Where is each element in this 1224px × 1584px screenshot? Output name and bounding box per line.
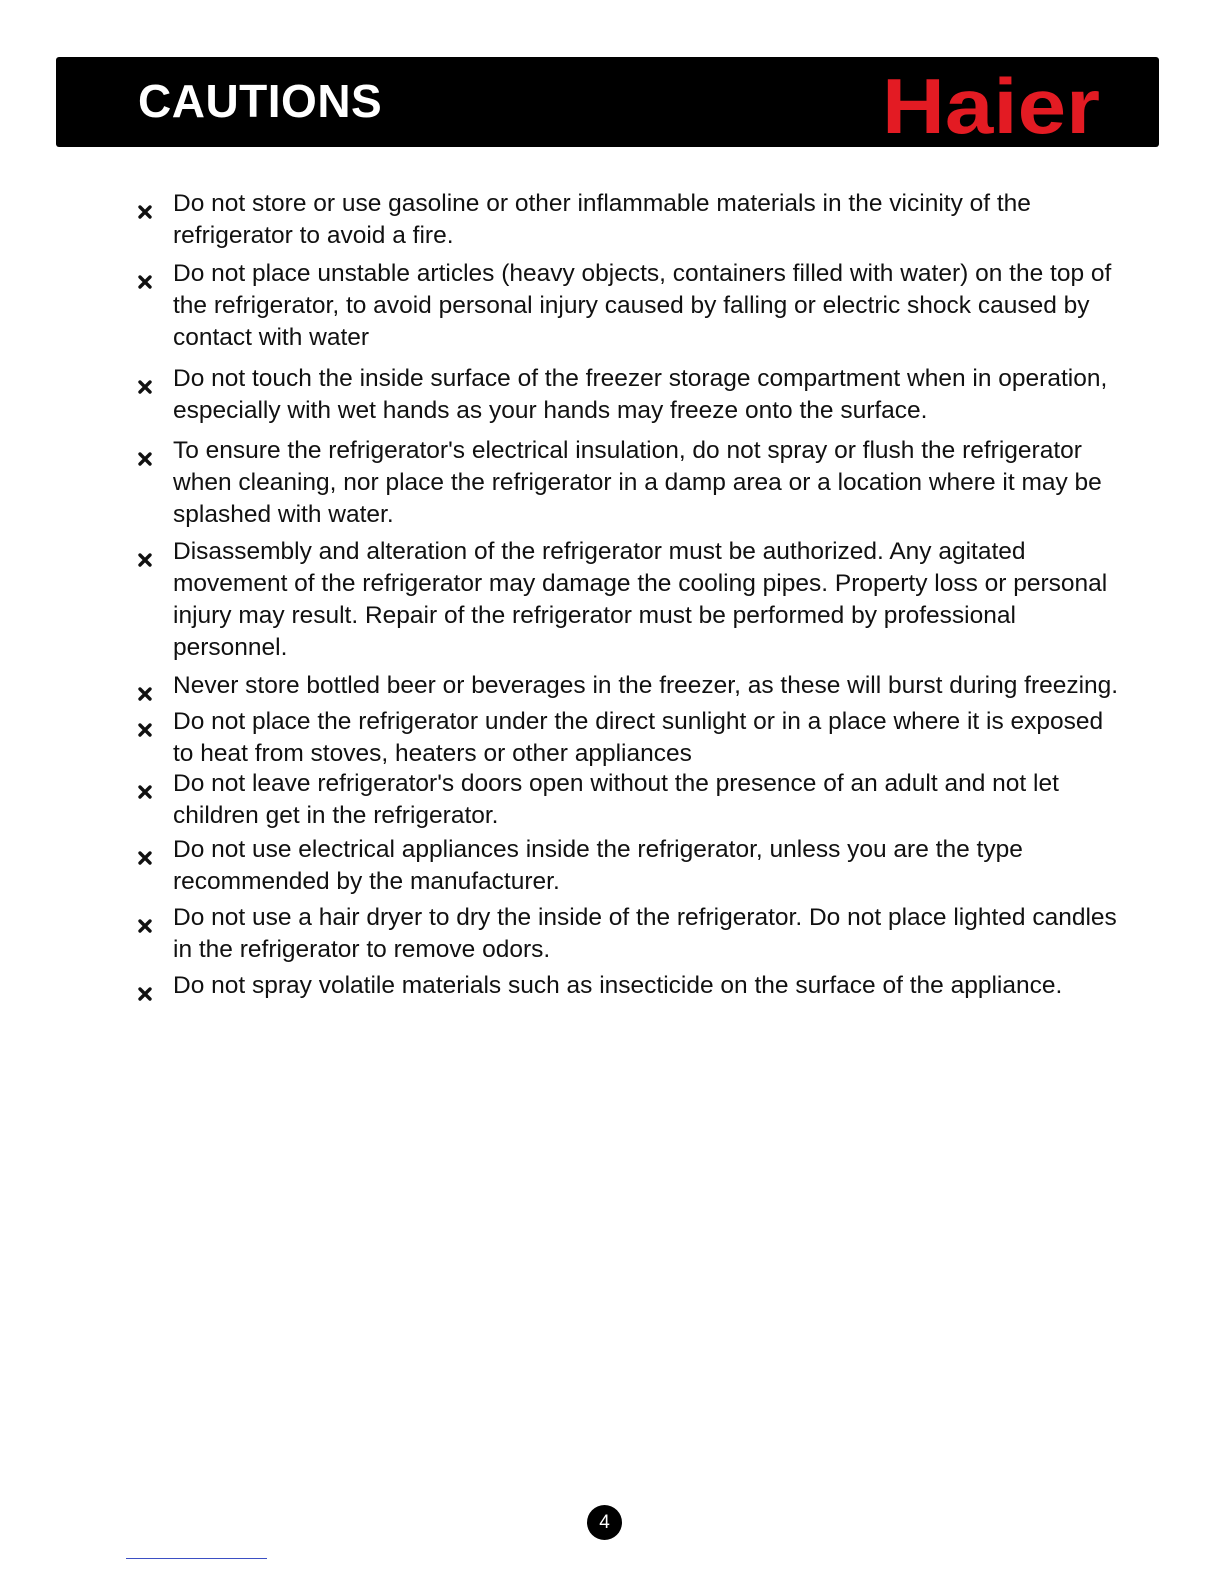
x-mark-icon: [137, 545, 153, 561]
x-mark-icon: [137, 444, 153, 460]
caution-item: [137, 706, 1127, 770]
x-mark-icon: [137, 197, 153, 213]
cautions-list: [137, 188, 1127, 1002]
footer-rule: [126, 1558, 267, 1559]
caution-text: To ensure the refrigerator's electrical insulation, do not spray or flush the refrigerator when cleaning, nor place the refrigerator in a damp area or a location where it may be splashed with water.: [173, 437, 1102, 528]
caution-text: Do not spray volatile materials such as insecticide on the surface of the appliance.: [173, 972, 1063, 999]
x-mark-icon: [137, 679, 153, 695]
brand-wordmark: Haier: [882, 62, 1100, 143]
caution-text: Do not store or use gasoline or other inflammable materials in the vicinity of the refrigerator to avoid a fire.: [173, 190, 1031, 249]
page-number: 4: [587, 1505, 622, 1540]
x-mark-icon: [137, 777, 153, 793]
caution-item: [137, 258, 1127, 354]
caution-item: [137, 768, 1127, 832]
caution-item: [137, 536, 1127, 664]
caution-item: [137, 363, 1127, 427]
caution-item: [137, 435, 1127, 531]
caution-item: [137, 834, 1127, 898]
caution-text: Never store bottled beer or beverages in the freezer, as these will burst during freezing.: [173, 672, 1119, 699]
caution-item: [137, 188, 1127, 252]
caution-item: [137, 970, 1127, 1002]
caution-text: Do not touch the inside surface of the freezer storage compartment when in operation, especially with wet hands as your hands may freeze onto the surface.: [173, 365, 1108, 424]
x-mark-icon: [137, 979, 153, 995]
x-mark-icon: [137, 372, 153, 388]
x-mark-icon: [137, 843, 153, 859]
caution-item: [137, 670, 1127, 702]
haier-logo: [878, 61, 1108, 143]
caution-text: Do not leave refrigerator's doors open without the presence of an adult and not let children get in the refrigerator.: [173, 770, 1059, 829]
caution-text: Do not use electrical appliances inside the refrigerator, unless you are the type recommended by the manufacturer.: [173, 836, 1023, 895]
caution-text: Do not place unstable articles (heavy objects, containers filled with water) on the top of the refrigerator, to avoid personal injury caused by falling or electric shock caused by contact with water: [173, 260, 1112, 351]
caution-item: [137, 902, 1127, 966]
page-title: CAUTIONS: [138, 75, 383, 127]
caution-text: Disassembly and alteration of the refrigerator must be authorized. Any agitated movement of the refrigerator may damage the cooling pipes. Property loss or personal injury may result. Repair of the refrigerator must be performed by professional personnel.: [173, 538, 1108, 661]
x-mark-icon: [137, 715, 153, 731]
caution-text: Do not place the refrigerator under the direct sunlight or in a place where it is exposed to heat from stoves, heaters or other appliances: [173, 708, 1104, 767]
x-mark-icon: [137, 267, 153, 283]
x-mark-icon: [137, 911, 153, 927]
header-bar: [56, 57, 1159, 147]
caution-text: Do not use a hair dryer to dry the inside of the refrigerator. Do not place lighted candles in the refrigerator to remove odors.: [173, 904, 1117, 963]
